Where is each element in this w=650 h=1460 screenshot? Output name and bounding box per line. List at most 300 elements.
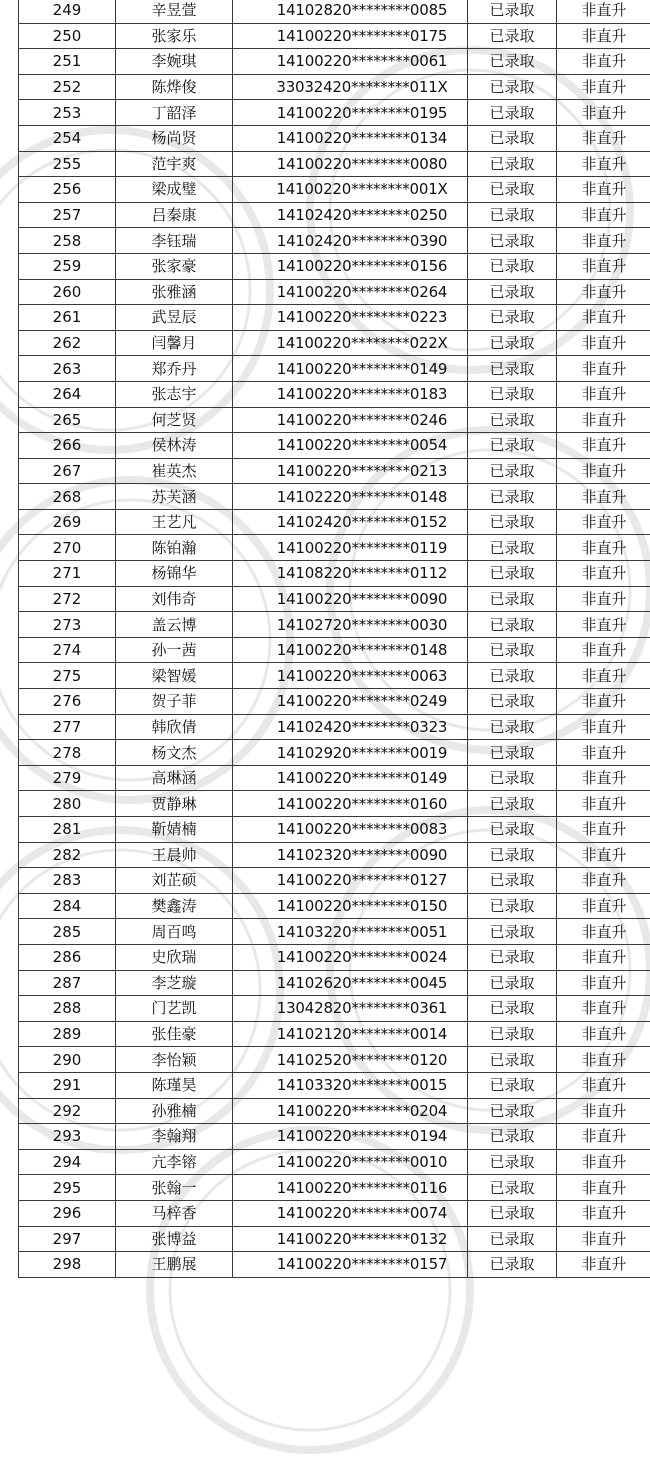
- admission-status-cell: 已录取: [468, 765, 557, 791]
- admission-type-cell: 非直升: [557, 279, 650, 305]
- student-name-cell: 陈瑾昊: [116, 1072, 233, 1098]
- row-number-cell: 252: [19, 74, 116, 100]
- table-row: [19, 305, 650, 331]
- id-number-cell: 14100220********0054: [233, 433, 468, 459]
- table-row: [19, 893, 650, 919]
- admission-type-cell: 非直升: [557, 100, 650, 126]
- admission-status-cell: 已录取: [468, 49, 557, 75]
- admission-type-cell: 非直升: [557, 305, 650, 331]
- student-name-cell: 亢李镕: [116, 1149, 233, 1175]
- table-row: [19, 407, 650, 433]
- admission-status-cell: 已录取: [468, 279, 557, 305]
- student-name-cell: 王鹏展: [116, 1252, 233, 1278]
- admission-status-cell: 已录取: [468, 330, 557, 356]
- id-number-cell: 14100220********0116: [233, 1175, 468, 1201]
- admission-type-cell: 非直升: [557, 740, 650, 766]
- student-name-cell: 张志宇: [116, 381, 233, 407]
- admission-status-cell: 已录取: [468, 305, 557, 331]
- admission-type-cell: 非直升: [557, 74, 650, 100]
- row-number-cell: 265: [19, 407, 116, 433]
- admission-status-cell: 已录取: [468, 689, 557, 715]
- student-name-cell: 李钰瑞: [116, 228, 233, 254]
- table-row: [19, 509, 650, 535]
- row-number-cell: 282: [19, 842, 116, 868]
- id-number-cell: 14100220********0223: [233, 305, 468, 331]
- admission-status-cell: 已录取: [468, 817, 557, 843]
- table-row: [19, 1252, 650, 1278]
- table-row: [19, 944, 650, 970]
- table-row: [19, 970, 650, 996]
- admission-status-cell: 已录取: [468, 714, 557, 740]
- id-number-cell: 14102120********0014: [233, 1021, 468, 1047]
- admission-status-cell: 已录取: [468, 253, 557, 279]
- admission-type-cell: 非直升: [557, 689, 650, 715]
- id-number-cell: 14102620********0045: [233, 970, 468, 996]
- table-row: [19, 996, 650, 1022]
- admission-type-cell: 非直升: [557, 433, 650, 459]
- id-number-cell: 14100220********001X: [233, 177, 468, 203]
- admission-status-cell: 已录取: [468, 740, 557, 766]
- admission-type-cell: 非直升: [557, 381, 650, 407]
- row-number-cell: 295: [19, 1175, 116, 1201]
- student-name-cell: 陈烨俊: [116, 74, 233, 100]
- admission-status-cell: 已录取: [468, 791, 557, 817]
- admission-type-cell: 非直升: [557, 458, 650, 484]
- admission-type-cell: 非直升: [557, 151, 650, 177]
- admission-type-cell: 非直升: [557, 791, 650, 817]
- admission-status-cell: 已录取: [468, 433, 557, 459]
- row-number-cell: 275: [19, 663, 116, 689]
- id-number-cell: 14102720********0030: [233, 612, 468, 638]
- admission-status-cell: 已录取: [468, 0, 557, 23]
- id-number-cell: 14100220********0194: [233, 1124, 468, 1150]
- admission-status-cell: 已录取: [468, 484, 557, 510]
- table-row: [19, 1200, 650, 1226]
- id-number-cell: 14100220********0246: [233, 407, 468, 433]
- id-number-cell: 14100220********0149: [233, 765, 468, 791]
- id-number-cell: 14100220********0127: [233, 868, 468, 894]
- admission-status-cell: 已录取: [468, 893, 557, 919]
- table-row: [19, 177, 650, 203]
- id-number-cell: 14100220********0090: [233, 586, 468, 612]
- admission-status-cell: 已录取: [468, 1149, 557, 1175]
- admission-type-cell: 非直升: [557, 1072, 650, 1098]
- admission-status-cell: 已录取: [468, 1124, 557, 1150]
- row-number-cell: 253: [19, 100, 116, 126]
- row-number-cell: 267: [19, 458, 116, 484]
- student-name-cell: 贾静琳: [116, 791, 233, 817]
- student-name-cell: 樊鑫涛: [116, 893, 233, 919]
- student-name-cell: 张佳豪: [116, 1021, 233, 1047]
- table-row: [19, 842, 650, 868]
- row-number-cell: 278: [19, 740, 116, 766]
- id-number-cell: 14102420********0390: [233, 228, 468, 254]
- student-name-cell: 杨锦华: [116, 561, 233, 587]
- id-number-cell: 14100220********0074: [233, 1200, 468, 1226]
- row-number-cell: 290: [19, 1047, 116, 1073]
- table-row: [19, 0, 650, 23]
- admission-status-cell: 已录取: [468, 100, 557, 126]
- admission-type-cell: 非直升: [557, 330, 650, 356]
- row-number-cell: 249: [19, 0, 116, 23]
- table-row: [19, 1175, 650, 1201]
- student-name-cell: 张家豪: [116, 253, 233, 279]
- admission-status-cell: 已录取: [468, 228, 557, 254]
- admission-type-cell: 非直升: [557, 49, 650, 75]
- student-name-cell: 丁韶泽: [116, 100, 233, 126]
- id-number-cell: 14100220********0010: [233, 1149, 468, 1175]
- row-number-cell: 263: [19, 356, 116, 382]
- admission-status-cell: 已录取: [468, 381, 557, 407]
- row-number-cell: 274: [19, 637, 116, 663]
- admission-type-cell: 非直升: [557, 842, 650, 868]
- student-name-cell: 孙雅楠: [116, 1098, 233, 1124]
- row-number-cell: 298: [19, 1252, 116, 1278]
- table-row: [19, 689, 650, 715]
- student-name-cell: 武昱辰: [116, 305, 233, 331]
- admission-status-cell: 已录取: [468, 1175, 557, 1201]
- id-number-cell: 14100220********0083: [233, 817, 468, 843]
- student-name-cell: 张家乐: [116, 23, 233, 49]
- table-row: [19, 817, 650, 843]
- id-number-cell: 33032420********011X: [233, 74, 468, 100]
- student-name-cell: 梁智媛: [116, 663, 233, 689]
- admission-status-cell: 已录取: [468, 1200, 557, 1226]
- row-number-cell: 294: [19, 1149, 116, 1175]
- admission-status-cell: 已录取: [468, 842, 557, 868]
- student-name-cell: 范宇爽: [116, 151, 233, 177]
- id-number-cell: 14100220********0175: [233, 23, 468, 49]
- student-name-cell: 高琳涵: [116, 765, 233, 791]
- id-number-cell: 14108220********0112: [233, 561, 468, 587]
- id-number-cell: 14100220********0156: [233, 253, 468, 279]
- admission-status-cell: 已录取: [468, 1047, 557, 1073]
- row-number-cell: 255: [19, 151, 116, 177]
- id-number-cell: 14102220********0148: [233, 484, 468, 510]
- admission-type-cell: 非直升: [557, 125, 650, 151]
- admission-type-cell: 非直升: [557, 586, 650, 612]
- row-number-cell: 272: [19, 586, 116, 612]
- admission-type-cell: 非直升: [557, 663, 650, 689]
- student-name-cell: 侯林涛: [116, 433, 233, 459]
- student-name-cell: 韩欣倩: [116, 714, 233, 740]
- table-row: [19, 433, 650, 459]
- row-number-cell: 287: [19, 970, 116, 996]
- admission-type-cell: 非直升: [557, 535, 650, 561]
- id-number-cell: 14100220********0061: [233, 49, 468, 75]
- admission-status-cell: 已录取: [468, 1252, 557, 1278]
- admission-type-cell: 非直升: [557, 1021, 650, 1047]
- row-number-cell: 291: [19, 1072, 116, 1098]
- admission-type-cell: 非直升: [557, 765, 650, 791]
- table-row: [19, 586, 650, 612]
- row-number-cell: 256: [19, 177, 116, 203]
- admission-status-cell: 已录取: [468, 868, 557, 894]
- admission-type-cell: 非直升: [557, 714, 650, 740]
- id-number-cell: 14100220********0264: [233, 279, 468, 305]
- table-row: [19, 458, 650, 484]
- id-number-cell: 14103320********0015: [233, 1072, 468, 1098]
- row-number-cell: 251: [19, 49, 116, 75]
- admission-status-cell: 已录取: [468, 535, 557, 561]
- row-number-cell: 262: [19, 330, 116, 356]
- student-name-cell: 杨尚贤: [116, 125, 233, 151]
- student-name-cell: 杨文杰: [116, 740, 233, 766]
- id-number-cell: 14100220********0119: [233, 535, 468, 561]
- student-name-cell: 孙一茜: [116, 637, 233, 663]
- admission-type-cell: 非直升: [557, 1200, 650, 1226]
- admission-type-cell: 非直升: [557, 996, 650, 1022]
- row-number-cell: 277: [19, 714, 116, 740]
- table-row: [19, 637, 650, 663]
- id-number-cell: 13042820********0361: [233, 996, 468, 1022]
- admission-type-cell: 非直升: [557, 484, 650, 510]
- table-row: [19, 919, 650, 945]
- id-number-cell: 14102320********0090: [233, 842, 468, 868]
- student-name-cell: 梁成璧: [116, 177, 233, 203]
- student-name-cell: 王艺凡: [116, 509, 233, 535]
- id-number-cell: 14100220********0160: [233, 791, 468, 817]
- row-number-cell: 264: [19, 381, 116, 407]
- row-number-cell: 269: [19, 509, 116, 535]
- student-name-cell: 盖云博: [116, 612, 233, 638]
- table-row: [19, 23, 650, 49]
- table-row: [19, 228, 650, 254]
- student-name-cell: 李芝璇: [116, 970, 233, 996]
- admission-status-cell: 已录取: [468, 663, 557, 689]
- id-number-cell: 14102820********0085: [233, 0, 468, 23]
- id-number-cell: 14100220********0213: [233, 458, 468, 484]
- admission-status-cell: 已录取: [468, 944, 557, 970]
- admission-type-cell: 非直升: [557, 944, 650, 970]
- id-number-cell: 14100220********0148: [233, 637, 468, 663]
- admission-status-cell: 已录取: [468, 996, 557, 1022]
- row-number-cell: 296: [19, 1200, 116, 1226]
- student-name-cell: 门艺凯: [116, 996, 233, 1022]
- table-row: [19, 202, 650, 228]
- admission-type-cell: 非直升: [557, 637, 650, 663]
- id-number-cell: 14100220********0132: [233, 1226, 468, 1252]
- row-number-cell: 250: [19, 23, 116, 49]
- row-number-cell: 279: [19, 765, 116, 791]
- table-row: [19, 1149, 650, 1175]
- table-row: [19, 381, 650, 407]
- table-row: [19, 535, 650, 561]
- row-number-cell: 271: [19, 561, 116, 587]
- table-row: [19, 868, 650, 894]
- student-name-cell: 李怡颖: [116, 1047, 233, 1073]
- admission-status-cell: 已录取: [468, 1226, 557, 1252]
- student-name-cell: 崔英杰: [116, 458, 233, 484]
- admission-type-cell: 非直升: [557, 561, 650, 587]
- table-row: [19, 151, 650, 177]
- row-number-cell: 268: [19, 484, 116, 510]
- table-row: [19, 1124, 650, 1150]
- id-number-cell: 14102420********0250: [233, 202, 468, 228]
- row-number-cell: 283: [19, 868, 116, 894]
- id-number-cell: 14100220********0024: [233, 944, 468, 970]
- admission-status-cell: 已录取: [468, 74, 557, 100]
- row-number-cell: 259: [19, 253, 116, 279]
- admission-status-cell: 已录取: [468, 407, 557, 433]
- table-row: [19, 330, 650, 356]
- admission-type-cell: 非直升: [557, 919, 650, 945]
- admission-type-cell: 非直升: [557, 23, 650, 49]
- id-number-cell: 14100220********0157: [233, 1252, 468, 1278]
- row-number-cell: 281: [19, 817, 116, 843]
- student-name-cell: 靳婧楠: [116, 817, 233, 843]
- id-number-cell: 14100220********0183: [233, 381, 468, 407]
- table-row: [19, 663, 650, 689]
- admission-status-cell: 已录取: [468, 356, 557, 382]
- id-number-cell: 14100220********0080: [233, 151, 468, 177]
- id-number-cell: 14102520********0120: [233, 1047, 468, 1073]
- table-row: [19, 740, 650, 766]
- student-name-cell: 张雅涵: [116, 279, 233, 305]
- admission-type-cell: 非直升: [557, 612, 650, 638]
- table-row: [19, 1098, 650, 1124]
- id-number-cell: 14100220********0195: [233, 100, 468, 126]
- admission-status-cell: 已录取: [468, 586, 557, 612]
- admission-status-cell: 已录取: [468, 637, 557, 663]
- admission-status-cell: 已录取: [468, 1072, 557, 1098]
- row-number-cell: 266: [19, 433, 116, 459]
- admission-type-cell: 非直升: [557, 202, 650, 228]
- admission-type-cell: 非直升: [557, 0, 650, 23]
- student-name-cell: 郑乔丹: [116, 356, 233, 382]
- row-number-cell: 276: [19, 689, 116, 715]
- student-name-cell: 闫馨月: [116, 330, 233, 356]
- id-number-cell: 14100220********0149: [233, 356, 468, 382]
- row-number-cell: 273: [19, 612, 116, 638]
- id-number-cell: 14100220********0204: [233, 1098, 468, 1124]
- table-row: [19, 125, 650, 151]
- id-number-cell: 14102420********0152: [233, 509, 468, 535]
- student-name-cell: 吕秦康: [116, 202, 233, 228]
- student-name-cell: 李翰翔: [116, 1124, 233, 1150]
- student-name-cell: 辛昱萱: [116, 0, 233, 23]
- admission-type-cell: 非直升: [557, 1252, 650, 1278]
- id-number-cell: 14103220********0051: [233, 919, 468, 945]
- admission-type-cell: 非直升: [557, 1047, 650, 1073]
- row-number-cell: 258: [19, 228, 116, 254]
- student-name-cell: 史欣瑞: [116, 944, 233, 970]
- admission-status-cell: 已录取: [468, 970, 557, 996]
- admission-status-cell: 已录取: [468, 151, 557, 177]
- row-number-cell: 293: [19, 1124, 116, 1150]
- table-row: [19, 1021, 650, 1047]
- admission-status-cell: 已录取: [468, 125, 557, 151]
- table-row: [19, 253, 650, 279]
- table-row: [19, 1226, 650, 1252]
- admission-status-cell: 已录取: [468, 177, 557, 203]
- student-name-cell: 李婉琪: [116, 49, 233, 75]
- id-number-cell: 14102920********0019: [233, 740, 468, 766]
- admission-type-cell: 非直升: [557, 253, 650, 279]
- table-row: [19, 714, 650, 740]
- row-number-cell: 289: [19, 1021, 116, 1047]
- table-row: [19, 279, 650, 305]
- student-name-cell: 周百鸣: [116, 919, 233, 945]
- table-row: [19, 1047, 650, 1073]
- table-row: [19, 356, 650, 382]
- admission-table-body: [19, 0, 650, 1277]
- admission-status-cell: 已录取: [468, 919, 557, 945]
- admission-type-cell: 非直升: [557, 893, 650, 919]
- table-row: [19, 74, 650, 100]
- admission-type-cell: 非直升: [557, 1226, 650, 1252]
- admission-status-cell: 已录取: [468, 1021, 557, 1047]
- student-name-cell: 何芝贤: [116, 407, 233, 433]
- admission-type-cell: 非直升: [557, 509, 650, 535]
- admission-type-cell: 非直升: [557, 228, 650, 254]
- admission-status-cell: 已录取: [468, 458, 557, 484]
- admission-type-cell: 非直升: [557, 1124, 650, 1150]
- row-number-cell: 280: [19, 791, 116, 817]
- student-name-cell: 王晨帅: [116, 842, 233, 868]
- admission-type-cell: 非直升: [557, 1098, 650, 1124]
- student-name-cell: 陈铂瀚: [116, 535, 233, 561]
- student-name-cell: 马梓香: [116, 1200, 233, 1226]
- row-number-cell: 261: [19, 305, 116, 331]
- table-row: [19, 791, 650, 817]
- id-number-cell: 14100220********0249: [233, 689, 468, 715]
- row-number-cell: 285: [19, 919, 116, 945]
- row-number-cell: 260: [19, 279, 116, 305]
- admission-type-cell: 非直升: [557, 970, 650, 996]
- table-row: [19, 561, 650, 587]
- admission-status-cell: 已录取: [468, 1098, 557, 1124]
- admission-type-cell: 非直升: [557, 1175, 650, 1201]
- student-name-cell: 张翰一: [116, 1175, 233, 1201]
- admission-status-cell: 已录取: [468, 23, 557, 49]
- row-number-cell: 270: [19, 535, 116, 561]
- row-number-cell: 297: [19, 1226, 116, 1252]
- row-number-cell: 284: [19, 893, 116, 919]
- student-name-cell: 贺子菲: [116, 689, 233, 715]
- id-number-cell: 14100220********0134: [233, 125, 468, 151]
- student-name-cell: 张博益: [116, 1226, 233, 1252]
- admission-status-cell: 已录取: [468, 509, 557, 535]
- student-name-cell: 刘芷硕: [116, 868, 233, 894]
- admission-type-cell: 非直升: [557, 817, 650, 843]
- admission-type-cell: 非直升: [557, 1149, 650, 1175]
- student-name-cell: 刘伟奇: [116, 586, 233, 612]
- table-row: [19, 100, 650, 126]
- row-number-cell: 288: [19, 996, 116, 1022]
- table-row: [19, 49, 650, 75]
- admission-table: [18, 0, 650, 1278]
- table-row: [19, 612, 650, 638]
- id-number-cell: 14100220********0063: [233, 663, 468, 689]
- row-number-cell: 254: [19, 125, 116, 151]
- table-row: [19, 484, 650, 510]
- admission-type-cell: 非直升: [557, 868, 650, 894]
- table-row: [19, 1072, 650, 1098]
- admission-status-cell: 已录取: [468, 612, 557, 638]
- admission-status-cell: 已录取: [468, 561, 557, 587]
- id-number-cell: 14100220********022X: [233, 330, 468, 356]
- admission-type-cell: 非直升: [557, 356, 650, 382]
- table-row: [19, 765, 650, 791]
- id-number-cell: 14100220********0150: [233, 893, 468, 919]
- row-number-cell: 292: [19, 1098, 116, 1124]
- admission-status-cell: 已录取: [468, 202, 557, 228]
- admission-type-cell: 非直升: [557, 177, 650, 203]
- student-name-cell: 苏芙涵: [116, 484, 233, 510]
- id-number-cell: 14102420********0323: [233, 714, 468, 740]
- admission-type-cell: 非直升: [557, 407, 650, 433]
